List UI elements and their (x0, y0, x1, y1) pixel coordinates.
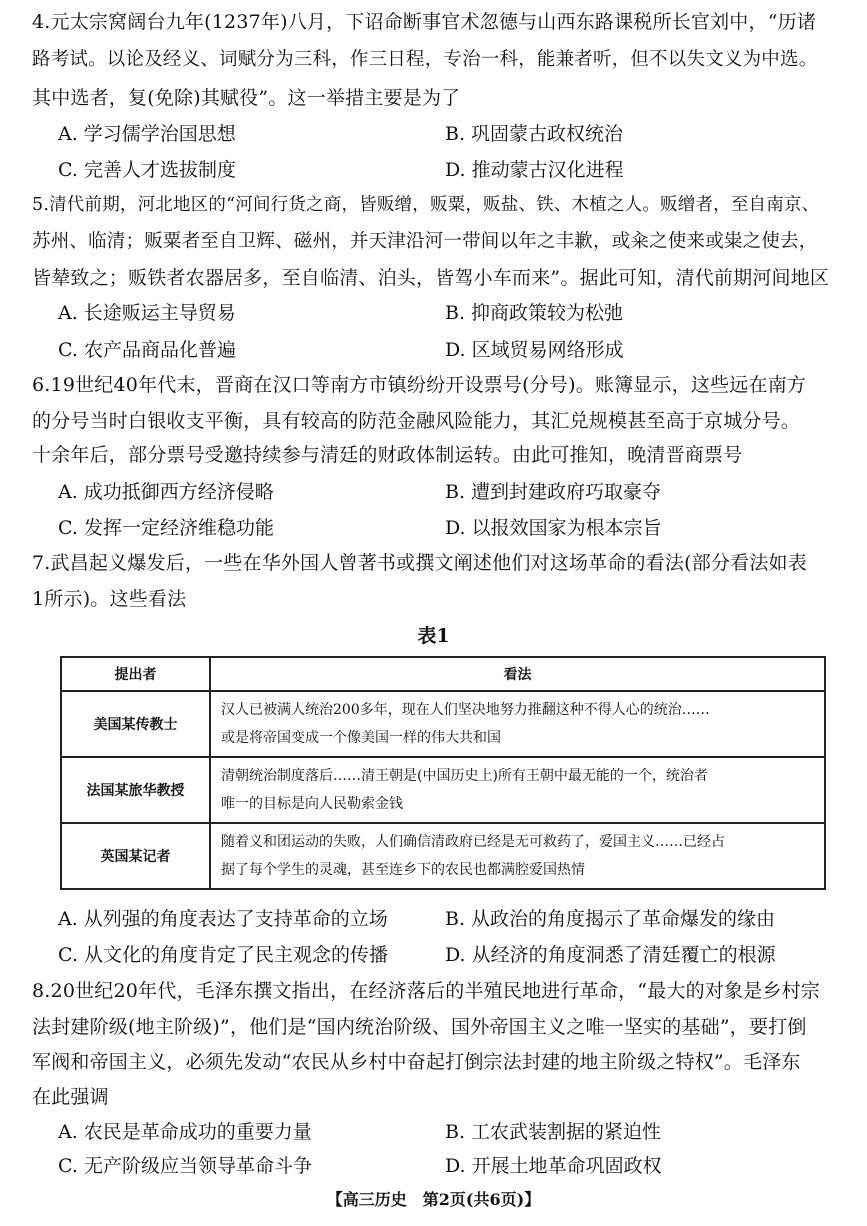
q5-option-b: B. 抑商政策较为松弛 (445, 302, 624, 324)
view-line: 清朝统治制度落后……清王朝是(中国历史上)所有王朝中最无能的一个，统治者 (221, 768, 708, 784)
q6-option-c: C. 发挥一定经济维稳功能 (58, 517, 274, 539)
table-cell-view (210, 691, 825, 757)
q8-stem-line-1: 8.20世纪20年代，毛泽东撰文指出，在经济落后的半殖民地进行革命，“最大的对象是乡村宗 (32, 980, 820, 1002)
table-header-row (61, 657, 825, 691)
q7-option-c: C. 从文化的角度肯定了民主观念的传播 (58, 944, 388, 966)
q4-option-b: B. 巩固蒙古政权统治 (445, 123, 624, 145)
q7-option-a: A. 从列强的角度表达了支持革命的立场 (58, 908, 388, 930)
q6-stem-line-3: 十余年后，部分票号受邀持续参与清廷的财政体制运转。由此可推知，晚清晋商票号 (32, 444, 743, 466)
table-cell-view (210, 757, 825, 823)
view-line: 汉人已被满人统治200多年，现在人们坚决地努力推翻这种不得人心的统治…… (221, 702, 710, 718)
q8-stem-line-3: 军阀和帝国主义，必须先发动“农民从乡村中奋起打倒宗法封建的地主阶级之特权”。毛泽东 (32, 1051, 801, 1073)
table-header-proposer: 提出者 (61, 657, 210, 691)
view-line: 随着义和团运动的失败，人们确信清政府已经是无可救药了，爱国主义……已经占 (221, 834, 725, 850)
view-line: 据了每个学生的灵魂，甚至连乡下的农民也都满腔爱国热情 (221, 862, 585, 878)
q7-stem-line-1: 7.武昌起义爆发后，一些在华外国人曾著书或撰文阐述他们对这场革命的看法(部分看法如表 (32, 552, 807, 574)
table-title: 表1 (417, 625, 450, 647)
q5-stem-line-3: 皆辇致之；贩铁者农器居多，至自临清、泊头，皆驾小车而来”。据此可知，清代前期河间地区 (32, 267, 830, 289)
q4-option-c: C. 完善人才选拔制度 (58, 159, 236, 181)
table-cell-proposer: 法国某旅华教授 (61, 757, 210, 823)
q4-option-d: D. 推动蒙古汉化进程 (445, 159, 624, 181)
q5-option-c: C. 农产品商品化普遍 (58, 339, 236, 361)
table-cell-proposer: 英国某记者 (61, 823, 210, 889)
page-footer: 【高三历史 第2页(共6页)】 (326, 1190, 541, 1209)
q8-stem-line-4: 在此强调 (32, 1086, 109, 1108)
q5-option-a: A. 长途贩运主导贸易 (58, 302, 236, 324)
q7-option-d: D. 从经济的角度洞悉了清廷覆亡的根源 (445, 944, 776, 966)
q5-stem-line-1: 5.清代前期，河北地区的“河间行货之商，皆贩缯，贩粟，贩盐、铁、木植之人。贩缯者，至自南京、 (32, 195, 820, 215)
q4-stem-line-3: 其中选者，复(免除)其赋役”。这一举措主要是为了 (32, 87, 461, 109)
q6-option-b: B. 遭到封建政府巧取豪夺 (445, 481, 662, 503)
q6-stem-line-2: 的分号当时白银收支平衡，具有较高的防范金融风险能力，其汇兑规模甚至高于京城分号。 (32, 410, 801, 432)
table-header-view: 看法 (210, 657, 825, 691)
q8-stem-line-2: 法封建阶级(地主阶级)”，他们是“国内统治阶级、国外帝国主义之唯一坚实的基础”，要打倒 (32, 1016, 807, 1038)
table-row (61, 823, 825, 889)
q7-option-b: B. 从政治的角度揭示了革命爆发的缘由 (445, 908, 776, 930)
q4-stem-line-2: 路考试。以论及经义、词赋分为三科，作三日程，专治一科，能兼者听，但不以失文义为中选。 (32, 49, 818, 70)
q4-option-a: A. 学习儒学治国思想 (58, 123, 236, 145)
q8-option-c: C. 无产阶级应当领导革命斗争 (58, 1155, 312, 1177)
view-line: 唯一的目标是向人民勒索金钱 (221, 796, 403, 812)
table-cell-view (210, 823, 825, 889)
table-row (61, 691, 825, 757)
q7-stem-line-2: 1所示)。这些看法 (32, 588, 187, 610)
q5-stem-line-2: 苏州、临清；贩粟者至自卫辉、磁州，并天津沿河一带间以年之丰歉，或籴之使来或粜之使去， (32, 231, 818, 252)
q8-option-d: D. 开展土地革命巩固政权 (445, 1155, 662, 1177)
q6-stem-line-1: 6.19世纪40年代末，晋商在汉口等南方市镇纷纷开设票号(分号)。账簿显示，这些远在南方 (32, 374, 807, 396)
view-line: 或是将帝国变成一个像美国一样的伟大共和国 (221, 730, 501, 746)
opinions-table (60, 656, 826, 890)
q5-option-d: D. 区域贸易网络形成 (445, 339, 624, 361)
q4-stem-line-1: 4.元太宗窝阔台九年(1237年)八月，下诏命断事官术忽德与山西东路课税所长官刘中，“历诸 (32, 11, 817, 33)
q6-option-d: D. 以报效国家为根本宗旨 (445, 517, 662, 539)
table-cell-proposer: 美国某传教士 (61, 691, 210, 757)
q8-option-a: A. 农民是革命成功的重要力量 (58, 1121, 312, 1143)
q6-option-a: A. 成功抵御西方经济侵略 (58, 481, 274, 503)
table-row (61, 757, 825, 823)
q8-option-b: B. 工农武装割据的紧迫性 (445, 1121, 662, 1143)
